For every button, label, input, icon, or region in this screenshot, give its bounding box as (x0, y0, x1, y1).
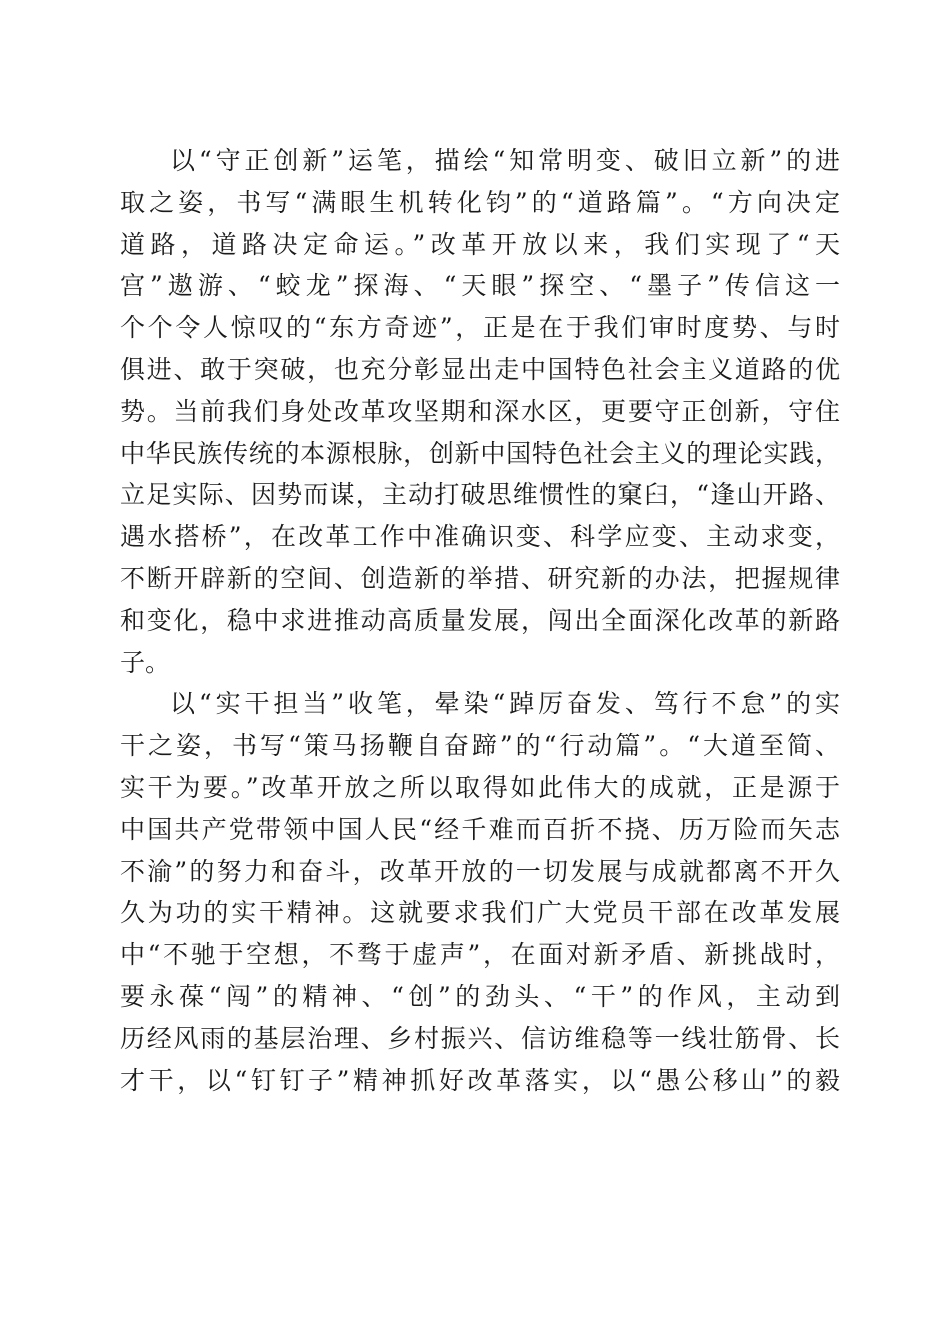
text-line: 和变化，稳中求进推动高质量发展，闯出全面深化改革的新路 (120, 605, 840, 635)
paragraph-2 (120, 683, 840, 1101)
text-line: 中华民族传统的本源根脉，创新中国特色社会主义的理论实践， (120, 438, 840, 468)
text-line: 遇水搭桥”，在改革工作中准确识变、科学应变、主动求变， (120, 522, 840, 552)
text-line: 以“守正创新”运笔，描绘“知常明变、破旧立新”的进 (170, 146, 840, 175)
text-line: 俱进、敢于突破，也充分彰显出走中国特色社会主义道路的优 (120, 354, 840, 384)
text-line: 久为功的实干精神。这就要求我们广大党员干部在改革发展 (120, 898, 840, 928)
text-line: 才干，以“钉钉子”精神抓好改革落实，以“愚公移山”的毅 (120, 1065, 840, 1095)
text-line: 以“实干担当”收笔，晕染“踔厉奋发、笃行不怠”的实 (170, 689, 840, 719)
text-line: 子。 (120, 647, 171, 677)
text-line: 取之姿，书写“满眼生机转化钧”的“道路篇”。“方向决定 (120, 187, 840, 217)
text-line: 要永葆“闯”的精神、“创”的劲头、“干”的作风，主动到 (120, 981, 840, 1011)
text-line: 实干为要。”改革开放之所以取得如此伟大的成就，正是源于 (120, 772, 840, 802)
text-line: 个个令人惊叹的“东方奇迹”，正是在于我们审时度势、与时 (120, 313, 840, 343)
text-line: 道路，道路决定命运。”改革开放以来，我们实现了“天 (120, 229, 840, 259)
text-line: 不渝”的努力和奋斗，改革开放的一切发展与成就都离不开久 (120, 856, 840, 886)
text-line: 势。当前我们身处改革攻坚期和深水区，更要守正创新，守住 (120, 396, 840, 426)
text-line: 宫”遨游、“蛟龙”探海、“天眼”探空、“墨子”传信这一 (120, 271, 840, 301)
text-line: 历经风雨的基层治理、乡村振兴、信访维稳等一线壮筋骨、长 (120, 1023, 840, 1053)
text-line: 中“不驰于空想，不骛于虚声”，在面对新矛盾、新挑战时， (120, 940, 840, 970)
text-line: 中国共产党带领中国人民“经千难而百折不挠、历万险而矢志 (120, 814, 840, 844)
text-line: 干之姿，书写“策马扬鞭自奋蹄”的“行动篇”。“大道至简、 (120, 731, 840, 761)
paragraph-1 (120, 140, 840, 683)
text-line: 立足实际、因势而谋，主动打破思维惯性的窠臼，“逢山开路、 (120, 480, 840, 510)
text-line: 不断开辟新的空间、创造新的举措、研究新的办法，把握规律 (120, 563, 840, 593)
document-body (120, 140, 840, 1101)
